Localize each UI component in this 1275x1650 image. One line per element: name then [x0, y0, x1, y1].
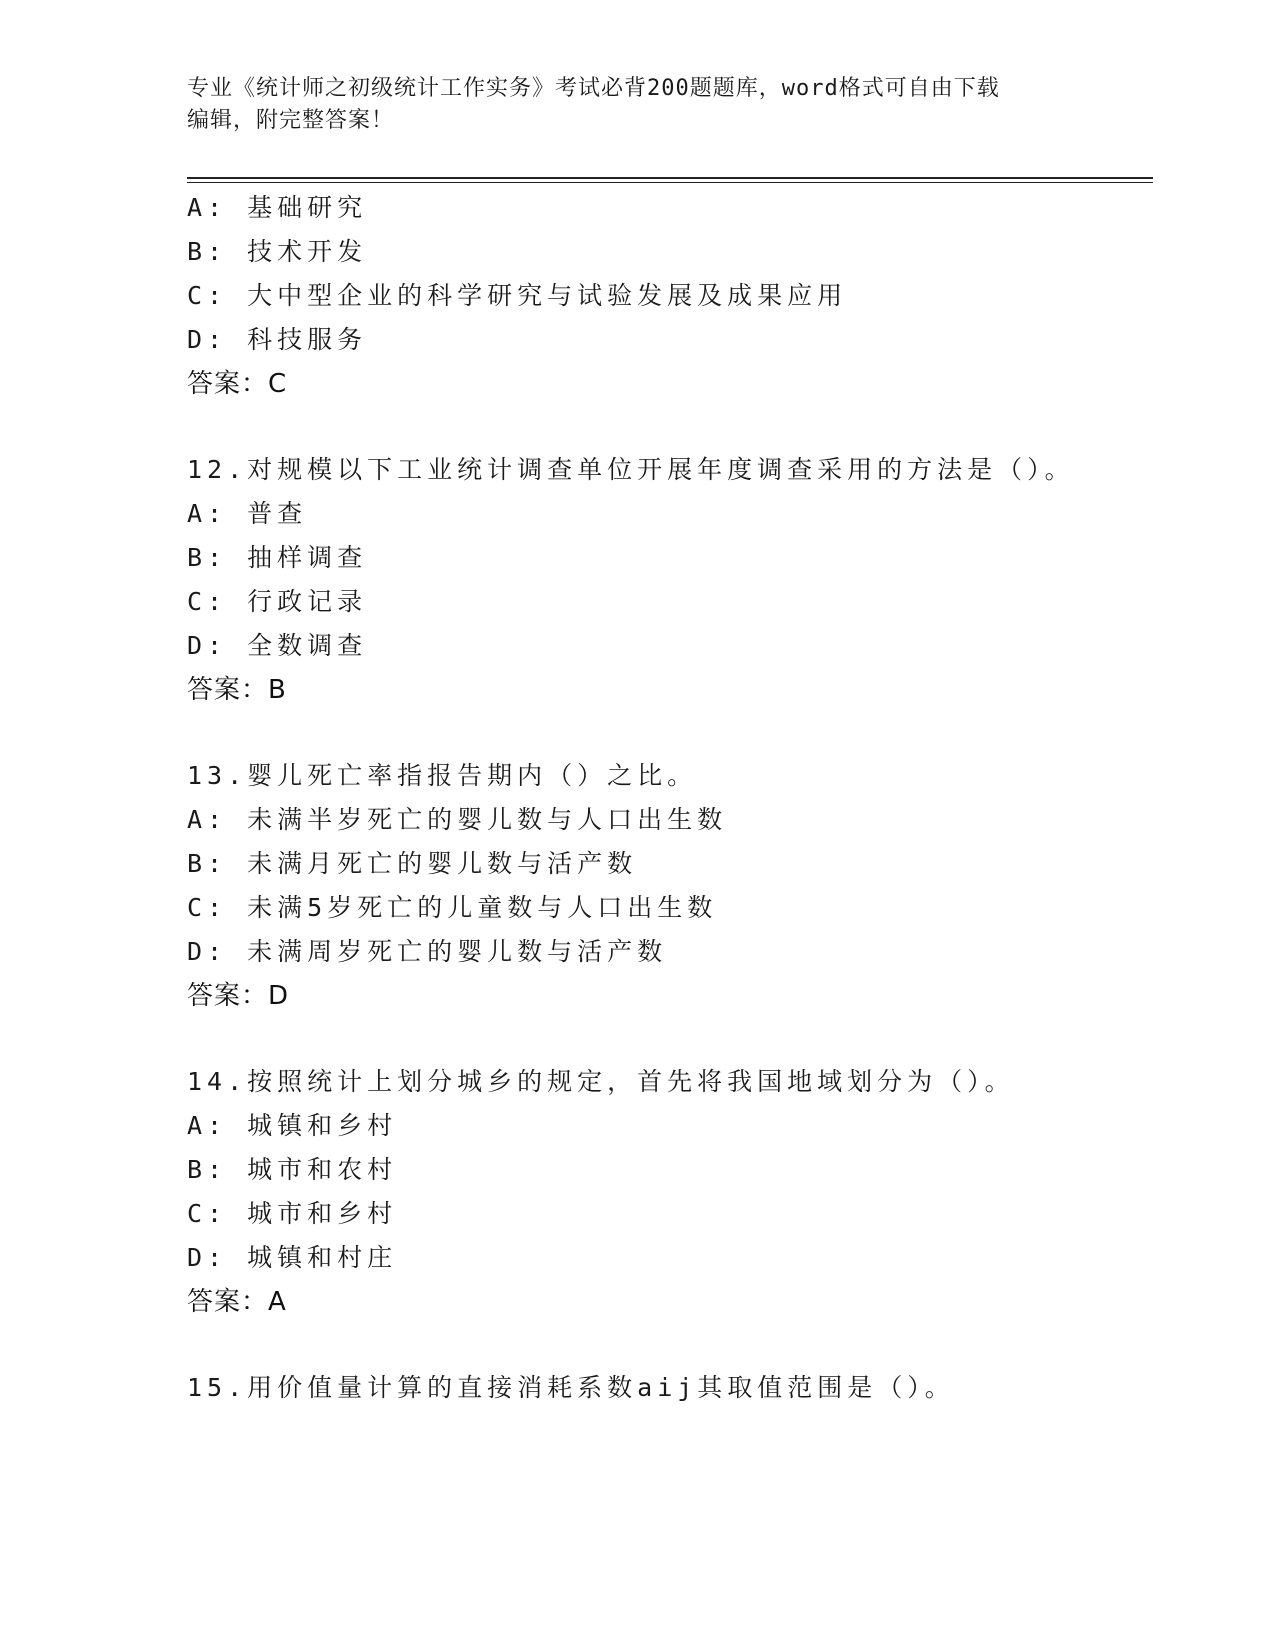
- q13-question: 13.婴儿死亡率指报告期内（）之比。: [187, 761, 698, 790]
- q11-option-c: C: 大中型企业的科学研究与试验发展及成果应用: [187, 281, 848, 310]
- q13-option-c: C: 未满5岁死亡的儿童数与人口出生数: [187, 893, 718, 922]
- q12-option-a: A: 普查: [187, 499, 308, 528]
- header-title-line: 专业《统计师之初级统计工作实务》考试必背200题题库，word格式可自由下载: [187, 76, 1000, 101]
- q13-option-d: D: 未满周岁死亡的婴儿数与活产数: [187, 937, 668, 966]
- q12-option-b: B: 抽样调查: [187, 543, 368, 572]
- header-title-continuation: 编辑，附完整答案！: [187, 108, 395, 133]
- q12-option-c: C: 行政记录: [187, 587, 368, 616]
- q14-question: 14.按照统计上划分城乡的规定，首先将我国地域划分为（）。: [187, 1067, 1015, 1096]
- q12-option-d: D: 全数调查: [187, 631, 368, 660]
- header-divider-thick: [187, 177, 1153, 179]
- q13-option-a: A: 未满半岁死亡的婴儿数与人口出生数: [187, 805, 728, 834]
- header-divider-thin: [187, 182, 1153, 183]
- q15-question: 15.用价值量计算的直接消耗系数aij其取值范围是（）。: [187, 1373, 955, 1402]
- q11-option-a: A: 基础研究: [187, 193, 368, 222]
- q12-answer: 答案：B: [187, 675, 287, 705]
- q11-answer: 答案：C: [187, 369, 288, 399]
- q11-option-b: B: 技术开发: [187, 237, 368, 266]
- q13-option-b: B: 未满月死亡的婴儿数与活产数: [187, 849, 638, 878]
- q14-option-d: D: 城镇和村庄: [187, 1243, 398, 1272]
- q14-option-c: C: 城市和乡村: [187, 1199, 398, 1228]
- q11-option-d: D: 科技服务: [187, 325, 368, 354]
- document-header: [187, 73, 1087, 137]
- q13-answer: 答案：D: [187, 981, 290, 1011]
- q14-option-b: B: 城市和农村: [187, 1155, 398, 1184]
- q14-answer: 答案：A: [187, 1287, 287, 1317]
- q12-question: 12.对规模以下工业统计调查单位开展年度调查采用的方法是（）。: [187, 455, 1075, 484]
- q14-option-a: A: 城镇和乡村: [187, 1111, 398, 1140]
